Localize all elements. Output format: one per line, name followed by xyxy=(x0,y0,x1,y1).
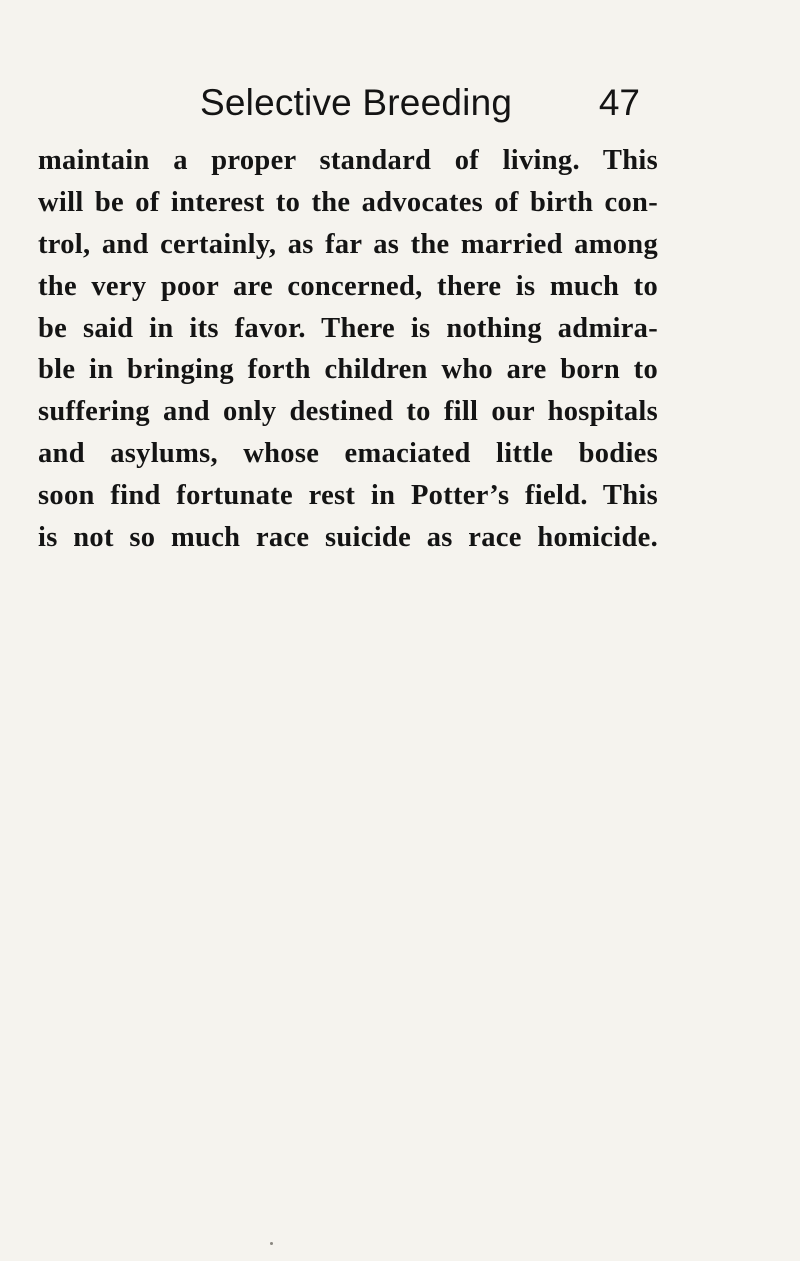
page-number: 47 xyxy=(598,82,640,123)
text-line: will be of interest to the advocates of birth con- xyxy=(38,186,658,218)
text-line: maintain a proper standard of living. This xyxy=(38,145,658,176)
text-line: the very poor are concerned, there is much to xyxy=(38,270,658,302)
running-head xyxy=(200,78,640,128)
text-line: suffering and only destined to fill our hospitals xyxy=(38,396,658,428)
text-line: ble in bringing forth children who are born to xyxy=(38,354,658,386)
running-title: Selective Breeding xyxy=(200,82,513,123)
text-line: soon find fortunate rest in Potter’s field. This xyxy=(38,480,658,512)
body-paragraph xyxy=(38,140,658,559)
text-line: be said in its favor. There is nothing admira- xyxy=(38,312,658,344)
text-line: and asylums, whose emaciated little bodies xyxy=(38,438,658,470)
text-line: is not so much race suicide as race homicide. xyxy=(38,522,658,554)
paper-speck xyxy=(270,1242,273,1245)
text-line: trol, and certainly, as far as the married among xyxy=(38,228,658,260)
